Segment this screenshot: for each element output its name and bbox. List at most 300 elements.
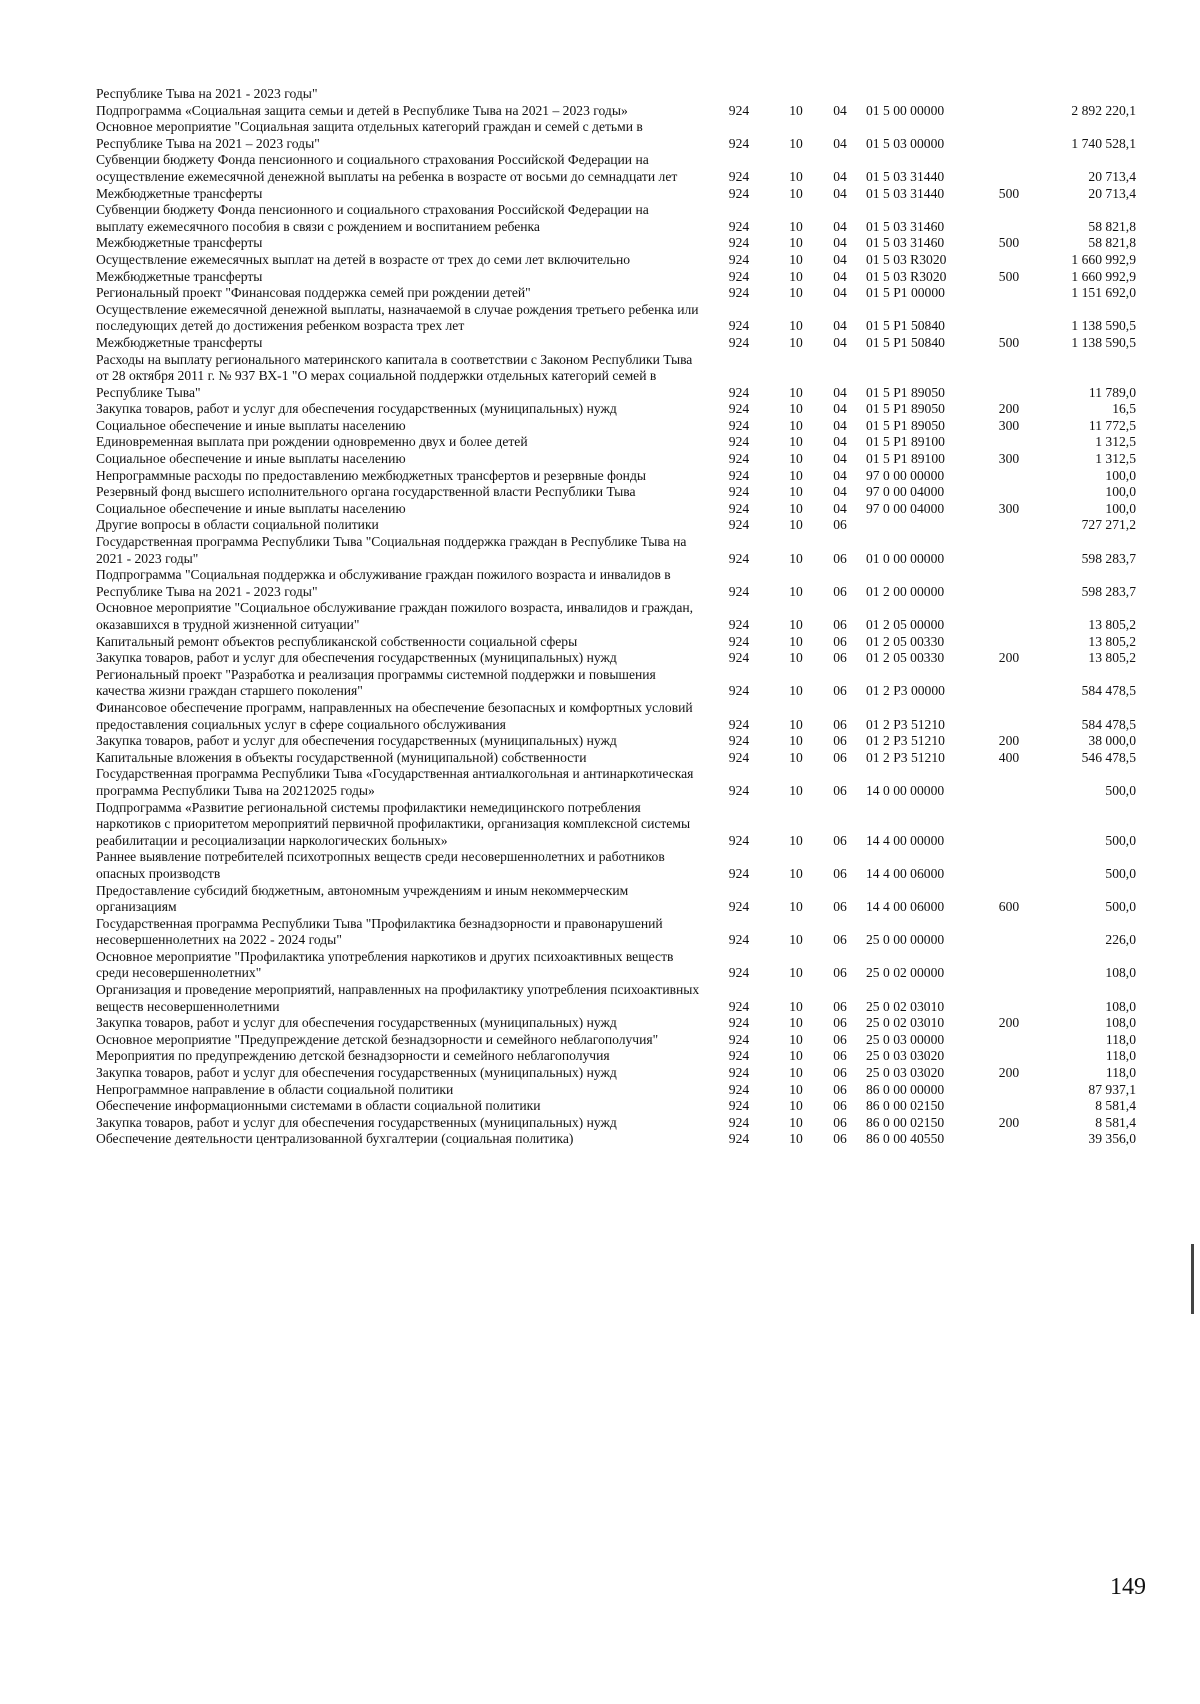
cell-ved: 924: [728, 417, 750, 433]
cell-ved: 924: [728, 168, 750, 184]
cell-sum: 58 821,8: [1088, 218, 1136, 234]
cell-csr: 01 5 P1 89050: [866, 417, 945, 433]
cell-vr: [984, 103, 1034, 120]
cell-csr: 25 0 00 00000: [866, 932, 945, 948]
cell-csr: 01 2 05 00330: [866, 650, 945, 666]
cell-sum: 11 789,0: [1088, 384, 1136, 400]
cell-name: Субвенции бюджету Фонда пенсионного и социального страхования Российской Федерации на осуществление ежемесячной денежной выплаты на ребенка в возрасте от восьми до семнадцати лет: [96, 152, 678, 184]
cell-pr: 06: [833, 633, 847, 649]
cell-rz: 10: [789, 865, 803, 881]
cell-pr: 06: [833, 998, 847, 1014]
cell-sum: 16,5: [1112, 401, 1136, 417]
table-row: [96, 186, 1136, 203]
table-row: [96, 285, 1136, 302]
cell-csr: 01 5 P1 89100: [866, 451, 945, 467]
cell-ved: 924: [728, 218, 750, 234]
cell-sum: 13 805,2: [1088, 633, 1136, 649]
cell-rz: 10: [789, 1015, 803, 1031]
cell-ved: 924: [728, 451, 750, 467]
cell-name: Непрограммное направление в области социальной политики: [96, 1081, 454, 1097]
cell-pr: 04: [833, 251, 847, 267]
cell-rz: 10: [789, 467, 803, 483]
cell-ved: 924: [728, 235, 750, 251]
cell-pr: 04: [833, 102, 847, 118]
cell-sum: 1 660 992,9: [1071, 251, 1136, 267]
table-row: [96, 501, 1136, 518]
cell-name: Закупка товаров, работ и услуг для обеспечения государственных (муниципальных) нужд: [96, 733, 617, 749]
cell-name: Закупка товаров, работ и услуг для обеспечения государственных (муниципальных) нужд: [96, 401, 617, 417]
cell-ved: 924: [728, 782, 750, 798]
cell-sum: 1 312,5: [1095, 434, 1136, 450]
cell-rz: 10: [789, 135, 803, 151]
cell-rz: 10: [789, 268, 803, 284]
table-row: [96, 335, 1136, 352]
cell-csr: 01 5 00 00000: [866, 102, 945, 118]
cell-rz: 10: [789, 998, 803, 1014]
table-row: [96, 202, 1136, 235]
cell-name: Подпрограмма «Развитие региональной системы профилактики немедицинского потребления наркотиков с приоритетом мероприятий первичной профилактики, организация комплексной системы реабилитации и ресоциализации наркологических больных»: [96, 799, 691, 848]
cell-pr: 06: [833, 650, 847, 666]
cell-name: Межбюджетные трансферты: [96, 334, 263, 350]
cell-csr: 01 2 P3 00000: [866, 683, 945, 699]
cell-name: Государственная программа Республики Тыва "Социальная поддержка граждан в Республике Тыва на 2021 - 2023 годы": [96, 534, 687, 566]
cell-pr: 04: [833, 384, 847, 400]
cell-pr: [814, 86, 866, 103]
cell-name: Социальное обеспечение и иные выплаты населению: [96, 500, 406, 516]
cell-ved: 924: [728, 102, 750, 118]
cell-sum: 1 138 590,5: [1071, 334, 1136, 350]
cell-csr: 86 0 00 02150: [866, 1098, 945, 1114]
table-row: [96, 982, 1136, 1015]
cell-vr: [984, 600, 1034, 633]
table-row: [96, 700, 1136, 733]
cell-csr: 01 5 P1 89050: [866, 401, 945, 417]
cell-sum: 108,0: [1105, 1015, 1136, 1031]
cell-pr: 04: [833, 484, 847, 500]
cell-name: Закупка товаров, работ и услуг для обеспечения государственных (муниципальных) нужд: [96, 650, 617, 666]
cell-csr: 86 0 00 40550: [866, 1131, 945, 1147]
cell-ved: 924: [728, 1015, 750, 1031]
cell-ved: 924: [728, 583, 750, 599]
cell-pr: 06: [833, 899, 847, 915]
cell-pr: 06: [833, 782, 847, 798]
table-row: [96, 567, 1136, 600]
cell-name: Раннее выявление потребителей психотропных веществ среди несовершеннолетних и работников опасных производств: [96, 849, 665, 881]
cell-pr: 06: [833, 749, 847, 765]
table-row: [96, 766, 1136, 799]
cell-vr: 300: [998, 500, 1020, 516]
cell-pr: 06: [833, 1015, 847, 1031]
cell-csr: 97 0 00 04000: [866, 500, 945, 516]
cell-rz: 10: [789, 401, 803, 417]
table-row: [96, 517, 1136, 534]
table-row: [96, 916, 1136, 949]
cell-ved: 924: [728, 683, 750, 699]
cell-csr: 25 0 02 03010: [866, 998, 945, 1014]
cell-vr: [984, 800, 1034, 850]
cell-pr: 06: [833, 832, 847, 848]
cell-vr: [984, 86, 1034, 103]
table-row: [96, 252, 1136, 269]
cell-sum: [1034, 86, 1136, 103]
table-row: [96, 600, 1136, 633]
cell-name: Основное мероприятие "Профилактика употребления наркотиков и других психоактивных веществ среди несовершеннолетних": [96, 948, 674, 981]
cell-sum: 13 805,2: [1088, 617, 1136, 632]
cell-csr: 01 2 05 00000: [866, 617, 945, 632]
cell-vr: 500: [998, 334, 1020, 350]
cell-rz: 10: [789, 965, 803, 981]
table-row: [96, 883, 1136, 916]
cell-rz: 10: [789, 716, 803, 732]
cell-ved: 924: [728, 318, 750, 334]
cell-csr: 86 0 00 00000: [866, 1081, 945, 1097]
cell-ved: 924: [728, 1031, 750, 1047]
cell-csr: 01 2 00 00000: [866, 583, 945, 599]
table-row: [96, 534, 1136, 567]
cell-vr: [984, 302, 1034, 335]
cell-ved: 924: [728, 1048, 750, 1064]
cell-name: Региональный проект "Разработка и реализация программы системной поддержки и повышения качества жизни граждан старшего поколения": [96, 666, 656, 699]
cell-vr: 200: [998, 1065, 1020, 1081]
table-row: [96, 733, 1136, 750]
table-row: [96, 352, 1136, 402]
cell-csr: 01 5 03 R3020: [866, 251, 947, 267]
cell-name: Капитальный ремонт объектов республиканской собственности социальной сферы: [96, 633, 578, 649]
cell-ved: 924: [728, 550, 750, 566]
cell-ved: 924: [728, 633, 750, 649]
cell-ved: 924: [728, 334, 750, 350]
cell-ved: 924: [728, 965, 750, 981]
cell-rz: 10: [789, 1031, 803, 1047]
cell-pr: 06: [833, 733, 847, 749]
cell-sum: 100,0: [1105, 500, 1136, 516]
cell-sum: 8 581,4: [1095, 1114, 1136, 1130]
cell-sum: 226,0: [1105, 932, 1136, 948]
table-row: [96, 1098, 1136, 1115]
cell-csr: 25 0 02 00000: [866, 965, 945, 981]
cell-pr: 06: [833, 932, 847, 948]
cell-name: Закупка товаров, работ и услуг для обеспечения государственных (муниципальных) нужд: [96, 1015, 617, 1031]
table-row: [96, 800, 1136, 850]
cell-sum: 500,0: [1105, 832, 1136, 848]
table-row: [96, 634, 1136, 651]
cell-rz: 10: [789, 1065, 803, 1081]
cell-sum: 598 283,7: [1081, 550, 1136, 566]
cell-ved: 924: [728, 1114, 750, 1130]
cell-csr: 01 2 P3 51210: [866, 733, 945, 749]
cell-vr: 200: [998, 1015, 1020, 1031]
cell-ved: 924: [728, 467, 750, 483]
cell-ved: 924: [728, 500, 750, 516]
cell-name: Государственная программа Республики Тыва "Профилактика безнадзорности и правонарушений несовершеннолетних на 2022 - 2024 годы": [96, 915, 663, 948]
cell-name: Республике Тыва на 2021 - 2023 годы": [96, 86, 318, 101]
cell-ved: 924: [728, 932, 750, 948]
cell-ved: 924: [728, 1081, 750, 1097]
cell-pr: 06: [833, 550, 847, 566]
cell-pr: 06: [833, 965, 847, 981]
cell-pr: 06: [833, 1081, 847, 1097]
table-row: [96, 401, 1136, 418]
cell-name: Основное мероприятие "Предупреждение детской безнадзорности и семейного неблагополучия": [96, 1031, 659, 1047]
cell-vr: [984, 849, 1034, 882]
cell-sum: 87 937,1: [1088, 1081, 1136, 1097]
cell-pr: 04: [833, 168, 847, 184]
cell-pr: 06: [833, 1114, 847, 1130]
table-row: [96, 152, 1136, 185]
cell-ved: 924: [728, 749, 750, 765]
cell-ved: 924: [728, 135, 750, 151]
cell-pr: 06: [833, 1065, 847, 1081]
cell-ved: 924: [728, 285, 750, 301]
table-row: [96, 434, 1136, 451]
cell-sum: 20 713,4: [1088, 185, 1136, 201]
cell-vr: [984, 152, 1034, 185]
cell-name: Государственная программа Республики Тыва «Государственная антиалкогольная и антинаркотическая программа Республики Тыва на 20212025 годы»: [96, 766, 694, 798]
cell-csr: 01 2 P3 51210: [866, 716, 945, 732]
cell-vr: [984, 949, 1034, 982]
cell-pr: 04: [833, 135, 847, 151]
cell-rz: 10: [789, 617, 803, 632]
cell-name: Организация и проведение мероприятий, направленных на профилактику употребления психоактивных веществ несовершеннолетними: [96, 982, 700, 1014]
cell-sum: 13 805,2: [1088, 650, 1136, 666]
cell-rz: 10: [789, 650, 803, 666]
cell-vr: [984, 982, 1034, 1015]
cell-rz: 10: [789, 782, 803, 798]
cell-csr: 01 5 P1 89050: [866, 384, 945, 400]
cell-ved: 924: [728, 384, 750, 400]
cell-rz: 10: [789, 218, 803, 234]
cell-ved: 924: [728, 1065, 750, 1081]
cell-csr: [866, 517, 984, 534]
cell-rz: 10: [789, 484, 803, 500]
cell-csr: 86 0 00 02150: [866, 1114, 945, 1130]
cell-csr: 97 0 00 04000: [866, 484, 945, 500]
cell-rz: 10: [789, 318, 803, 334]
table-row: [96, 103, 1136, 120]
cell-csr: 25 0 02 03010: [866, 1015, 945, 1031]
cell-name: Региональный проект "Финансовая поддержка семей при рождении детей": [96, 285, 531, 301]
cell-name: Основное мероприятие "Социальное обслуживание граждан пожилого возраста, инвалидов и граждан, оказавшихся в трудной жизненной ситуации": [96, 600, 694, 632]
cell-vr: 200: [998, 650, 1020, 666]
cell-vr: [984, 252, 1034, 269]
cell-sum: 584 478,5: [1081, 683, 1136, 699]
cell-sum: 8 581,4: [1095, 1098, 1136, 1114]
cell-vr: [984, 567, 1034, 600]
table-row: [96, 750, 1136, 767]
cell-name: Субвенции бюджету Фонда пенсионного и социального страхования Российской Федерации на выплату ежемесячного пособия в связи с рождением и воспитанием ребенка: [96, 202, 649, 234]
cell-csr: 01 2 P3 51210: [866, 749, 945, 765]
cell-name: Подпрограмма «Социальная защита семьи и детей в Республике Тыва на 2021 – 2023 годы»: [96, 102, 628, 118]
table-row: [96, 235, 1136, 252]
cell-pr: 04: [833, 434, 847, 450]
cell-vr: [984, 634, 1034, 651]
cell-rz: 10: [789, 1114, 803, 1130]
cell-sum: 2 892 220,1: [1071, 102, 1136, 118]
cell-name: Закупка товаров, работ и услуг для обеспечения государственных (муниципальных) нужд: [96, 1114, 617, 1130]
cell-csr: 01 5 P1 50840: [866, 318, 945, 334]
cell-sum: 108,0: [1105, 998, 1136, 1014]
table-row: [96, 849, 1136, 882]
cell-rz: 10: [789, 1098, 803, 1114]
cell-pr: 06: [833, 1098, 847, 1114]
cell-rz: 10: [789, 749, 803, 765]
cell-vr: 500: [998, 235, 1020, 251]
cell-rz: 10: [789, 251, 803, 267]
cell-sum: 100,0: [1105, 467, 1136, 483]
cell-name: Осуществление ежемесячной денежной выплаты, назначаемой в случае рождения третьего ребенка или последующих детей до достижения ребенком возраста трех лет: [96, 301, 699, 334]
cell-vr: [984, 434, 1034, 451]
cell-pr: 04: [833, 401, 847, 417]
cell-name: Межбюджетные трансферты: [96, 235, 263, 251]
cell-rz: [778, 86, 814, 103]
cell-ved: [700, 86, 778, 103]
cell-vr: [984, 700, 1034, 733]
cell-rz: 10: [789, 733, 803, 749]
cell-sum: 1 138 590,5: [1071, 318, 1136, 334]
cell-sum: 1 312,5: [1095, 451, 1136, 467]
cell-sum: 598 283,7: [1081, 583, 1136, 599]
table-row: [96, 1082, 1136, 1099]
cell-vr: [984, 766, 1034, 799]
cell-name: Межбюджетные трансферты: [96, 185, 263, 201]
cell-pr: 04: [833, 417, 847, 433]
cell-rz: 10: [789, 102, 803, 118]
cell-rz: 10: [789, 1131, 803, 1147]
cell-vr: [984, 119, 1034, 152]
cell-vr: [984, 1032, 1034, 1049]
cell-csr: 97 0 00 00000: [866, 467, 945, 483]
cell-pr: 04: [833, 285, 847, 301]
cell-sum: 500,0: [1105, 865, 1136, 881]
cell-rz: 10: [789, 334, 803, 350]
table-row: [96, 1015, 1136, 1032]
cell-vr: [984, 667, 1034, 700]
cell-vr: 200: [998, 401, 1020, 417]
cell-csr: 01 5 P1 89100: [866, 434, 945, 450]
table-row: [96, 1115, 1136, 1132]
cell-csr: 14 4 00 06000: [866, 865, 945, 881]
cell-rz: 10: [789, 451, 803, 467]
cell-pr: 06: [833, 683, 847, 699]
cell-sum: 118,0: [1105, 1065, 1136, 1081]
budget-table-body: [96, 86, 1136, 1148]
table-row: [96, 451, 1136, 468]
cell-rz: 10: [789, 434, 803, 450]
cell-csr: 01 5 P1 00000: [866, 285, 945, 301]
cell-sum: 500,0: [1105, 899, 1136, 915]
table-row: [96, 468, 1136, 485]
cell-csr: 01 5 03 00000: [866, 135, 945, 151]
cell-name: Непрограммные расходы по предоставлению межбюджетных трансфертов и резервные фонды: [96, 467, 647, 483]
cell-rz: 10: [789, 417, 803, 433]
table-row: [96, 86, 1136, 103]
cell-rz: 10: [789, 832, 803, 848]
cell-csr: 01 5 P1 50840: [866, 334, 945, 350]
table-row: [96, 1032, 1136, 1049]
cell-ved: 924: [728, 517, 750, 533]
cell-pr: 04: [833, 235, 847, 251]
table-row: [96, 302, 1136, 335]
cell-sum: 39 356,0: [1088, 1131, 1136, 1147]
cell-ved: 924: [728, 899, 750, 915]
cell-csr: 25 0 03 03020: [866, 1065, 945, 1081]
cell-vr: [984, 1048, 1034, 1065]
cell-pr: 04: [833, 334, 847, 350]
cell-csr: 14 4 00 06000: [866, 899, 945, 915]
cell-sum: 58 821,8: [1088, 235, 1136, 251]
cell-vr: [984, 534, 1034, 567]
cell-name: Закупка товаров, работ и услуг для обеспечения государственных (муниципальных) нужд: [96, 1065, 617, 1081]
cell-pr: 04: [833, 467, 847, 483]
cell-pr: 06: [833, 1048, 847, 1064]
cell-rz: 10: [789, 683, 803, 699]
cell-name: Осуществление ежемесячных выплат на детей в возрасте от трех до семи лет включительно: [96, 251, 631, 267]
cell-sum: 546 478,5: [1081, 749, 1136, 765]
cell-name: Социальное обеспечение и иные выплаты населению: [96, 451, 406, 467]
cell-rz: 10: [789, 235, 803, 251]
cell-vr: 200: [998, 733, 1020, 749]
cell-rz: 10: [789, 185, 803, 201]
cell-ved: 924: [728, 650, 750, 666]
cell-vr: [984, 352, 1034, 402]
cell-rz: 10: [789, 899, 803, 915]
cell-ved: 924: [728, 268, 750, 284]
cell-vr: [984, 916, 1034, 949]
cell-rz: 10: [789, 285, 803, 301]
cell-name: Единовременная выплата при рождении одновременно двух и более детей: [96, 434, 528, 450]
cell-vr: 500: [998, 268, 1020, 284]
cell-name: Межбюджетные трансферты: [96, 268, 263, 284]
cell-sum: 118,0: [1105, 1048, 1136, 1064]
cell-vr: 300: [998, 417, 1020, 433]
cell-rz: 10: [789, 550, 803, 566]
cell-vr: 200: [998, 1114, 1020, 1130]
cell-vr: [984, 202, 1034, 235]
cell-vr: 400: [998, 749, 1020, 765]
cell-sum: 108,0: [1105, 965, 1136, 981]
cell-pr: 06: [833, 517, 847, 533]
cell-sum: 20 713,4: [1088, 168, 1136, 184]
table-row: [96, 650, 1136, 667]
cell-ved: 924: [728, 733, 750, 749]
cell-csr: 14 4 00 00000: [866, 832, 945, 848]
cell-csr: 01 5 03 31440: [866, 168, 945, 184]
cell-vr: [984, 1082, 1034, 1099]
scan-edge-mark: [1191, 1244, 1194, 1314]
cell-vr: [984, 517, 1034, 534]
cell-pr: 04: [833, 218, 847, 234]
table-row: [96, 949, 1136, 982]
cell-ved: 924: [728, 832, 750, 848]
cell-ved: 924: [728, 998, 750, 1014]
cell-ved: 924: [728, 401, 750, 417]
cell-csr: 01 0 00 00000: [866, 550, 945, 566]
cell-name: Социальное обеспечение и иные выплаты населению: [96, 417, 406, 433]
cell-name: Расходы на выплату регионального материнского капитала в соответствии с Законом Республики Тыва от 28 октября 2011 г. № 937 ВХ-1 "О мерах социальной поддержки отдельных категорий семей в Республике Тыва": [96, 351, 693, 400]
cell-rz: 10: [789, 1048, 803, 1064]
cell-name: Подпрограмма "Социальная поддержка и обслуживание граждан пожилого возраста и инвалидов в Республике Тыва на 2021 - 2023 годы": [96, 567, 671, 599]
table-row: [96, 119, 1136, 152]
cell-pr: 06: [833, 583, 847, 599]
cell-rz: 10: [789, 500, 803, 516]
budget-table: [96, 86, 1136, 1148]
cell-sum: 727 271,2: [1081, 517, 1136, 533]
cell-rz: 10: [789, 932, 803, 948]
cell-pr: 04: [833, 500, 847, 516]
cell-sum: 1 660 992,9: [1071, 268, 1136, 284]
cell-rz: 10: [789, 633, 803, 649]
cell-pr: 06: [833, 1131, 847, 1147]
